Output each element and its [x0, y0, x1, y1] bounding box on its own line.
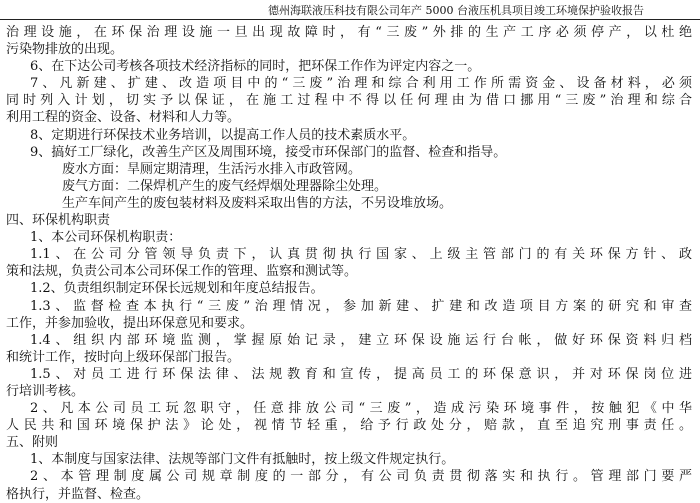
text-line: 格执行，并监督、检查。 — [6, 486, 150, 502]
text-line: 9、搞好工厂绿化，改善生产区及周围环境，接受市环保部门的监督、检查和指导。 — [30, 144, 507, 160]
text-line: 1.3、监督检查本执行“三废”治理情况，参加新建、扩建和改造项目方案的研究和审查 — [30, 298, 692, 314]
section-heading: 四、环保机构职责 — [6, 213, 111, 229]
text-line: 人民共和国环境保护法》论处，视情节轻重，给予行政处分，赔款，直至追究刑事责任。 — [6, 418, 692, 434]
text-line: 生产车间产生的废包装材料及废料采取出售的方法，不另设堆放场。 — [62, 195, 453, 211]
text-line: 6、在下达公司考核各项技术经济指标的同时，把环保工作作为评定内容之一。 — [30, 59, 481, 75]
text-line: 污染物排放的出现。 — [6, 42, 124, 58]
text-line: 1.5、对员工进行环保法律、法规教育和宣传，提高员工的环保意识，并对环保岗位进 — [30, 366, 692, 382]
text-line: 1.1、在公司分管领导负责下，认真贯彻执行国家、上级主管部门的有关环保方针、政 — [30, 247, 692, 263]
text-line: 1、本公司环保机构职责： — [30, 230, 182, 246]
text-line: 1、本制度与国家法律、法规等部门文件有抵触时，按上级文件规定执行。 — [30, 452, 455, 468]
page-header: 德州海联液压科技有限公司年产 5000 台液压机具项目竣工环境保护验收报告 — [0, 0, 700, 20]
text-line: 1.2、负责组织制定环保长远规划和年度总结报告。 — [30, 281, 324, 297]
text-line: 工作，并参加验收，提出环保意见和要求。 — [6, 315, 254, 331]
text-line: 1.4、组织内部环境监测，掌握原始记录，建立环保设施运行台帐，做好环保资料归档 — [30, 332, 692, 348]
text-line: 废气方面：二保焊机产生的废气经焊烟处理器除尘处理。 — [62, 178, 388, 194]
text-line: 2、本管理制度属公司规章制度的一部分，有公司负责贯彻落实和执行。管理部门要严 — [30, 469, 692, 485]
document-body — [0, 20, 700, 503]
text-line: 治理设施，在环保治理设施一旦出现故障时，有“三废”外排的生产工序必须停产，以杜绝 — [6, 25, 692, 40]
text-line: 行培训考核。 — [6, 383, 85, 399]
text-line: 同时列入计划，切实予以保证，在施工过程中不得以任何理由为借口挪用“三废”治理和综合 — [6, 93, 692, 109]
text-line: 2、凡本公司员工玩忽职守，任意排放公司“三废”，造成污染环境事件，按触犯《中华 — [30, 401, 692, 417]
text-line: 废水方面：旱厕定期清理，生活污水排入市政管网。 — [62, 161, 362, 177]
text-line: 策和法规，负责公司本公司环保工作的管理、监察和测试等。 — [6, 264, 358, 280]
text-line: 和统计工作，按时向上级环保部门报告。 — [6, 349, 241, 365]
text-line: 利用工程的资金、设备、材料和人力等。 — [6, 110, 241, 126]
text-line: 7、凡新建、扩建、改造项目中的“三废”治理和综合利用工作所需资金、设备材料，必须 — [30, 76, 692, 92]
section-heading: 五、附则 — [6, 435, 59, 451]
text-line: 8、定期进行环保技术业务培训，以提高工作人员的技术素质水平。 — [30, 127, 416, 143]
